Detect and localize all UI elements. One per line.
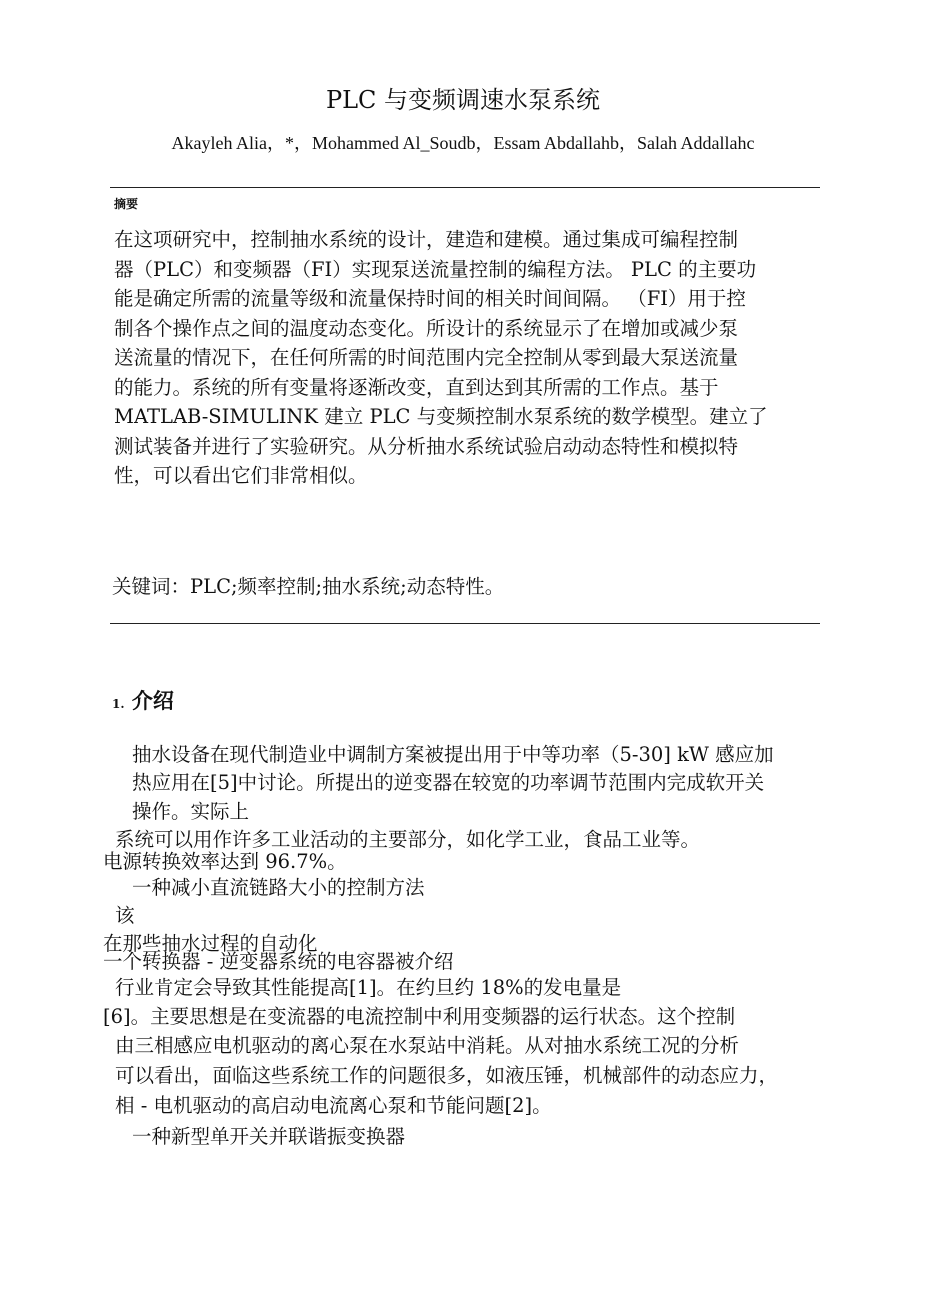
body-line: 抽水设备在现代制造业中调制方案被提出用于中等功率（5-30] kW 感应加: [132, 743, 774, 766]
section-title: 介绍: [131, 688, 174, 713]
section-number: 1.: [112, 697, 125, 711]
keywords: 关键词：PLC;频率控制;抽水系统;动态特性。: [112, 575, 505, 598]
abstract-label: 摘要: [114, 197, 139, 211]
paper-title: PLC 与变频调速水泵系统: [325, 86, 601, 114]
abstract-line: 测试装备并进行了实验研究。从分析抽水系统试验启动动态特性和模拟特: [114, 434, 739, 458]
section-heading: [112, 685, 174, 715]
abstract-line: 性，可以看出它们非常相似。: [114, 464, 368, 487]
top-divider: [110, 187, 820, 188]
author-list: Akayleh Alia，*，Mohammed Al_Soudb，Essam Abdallahb，Salah Addallahc: [171, 133, 755, 153]
body-line: 可以看出，面临这些系统工作的问题很多，如液压锤，机械部件的动态应力，: [115, 1064, 779, 1087]
body-line: [6]。主要思想是在变流器的电流控制中利用变频器的运行状态。这个控制: [103, 1005, 736, 1028]
abstract-line: 的能力。系统的所有变量将逐渐改变，直到达到其所需的工作点。基于: [114, 375, 719, 399]
body-line: 行业肯定会导致其性能提高[1]。在约旦约 18%的发电量是: [115, 976, 622, 999]
body-line: 由三相感应电机驱动的离心泵在水泵站中消耗。从对抽水系统工况的分析: [115, 1034, 740, 1057]
abstract-line: 在这项研究中，控制抽水系统的设计，建造和建模。通过集成可编程控制: [114, 228, 739, 251]
body-line: 在那些抽水过程的自动化: [103, 932, 318, 955]
abstract-line: 能是确定所需的流量等级和流量保持时间的相关时间间隔。 （FI）用于控: [114, 287, 746, 310]
body-line: 电源转换效率达到 96.7%。: [103, 850, 347, 873]
body-line: 相 - 电机驱动的高启动电流离心泵和节能问题[2]。: [115, 1094, 552, 1117]
body-line: 一种减小直流链路大小的控制方法: [132, 876, 425, 899]
abstract-line: 送流量的情况下，在任何所需的时间范围内完全控制从零到最大泵送流量: [114, 346, 739, 369]
bottom-divider: [110, 623, 820, 624]
abstract-line: 器（PLC）和变频器（FI）实现泵送流量控制的编程方法。 PLC 的主要功: [114, 257, 757, 281]
body-line: 系统可以用作许多工业活动的主要部分，如化学工业，食品工业等。: [115, 828, 701, 851]
body-line: 该: [115, 904, 135, 927]
abstract-body: [114, 225, 822, 491]
body-line: 一个转换器 - 逆变器系统的电容器被介绍: [103, 950, 454, 973]
body-line: 热应用在[5]中讨论。所提出的逆变器在较宽的功率调节范围内完成软开关: [132, 771, 765, 794]
body-line: 一种新型单开关并联谐振变换器: [132, 1125, 406, 1148]
abstract-line: MATLAB-SIMULINK 建立 PLC 与变频控制水泵系统的数学模型。建立了: [114, 405, 768, 428]
body-line: 操作。实际上: [132, 800, 250, 823]
abstract-line: 制各个操作点之间的温度动态变化。所设计的系统显示了在增加或减少泵: [114, 316, 739, 340]
